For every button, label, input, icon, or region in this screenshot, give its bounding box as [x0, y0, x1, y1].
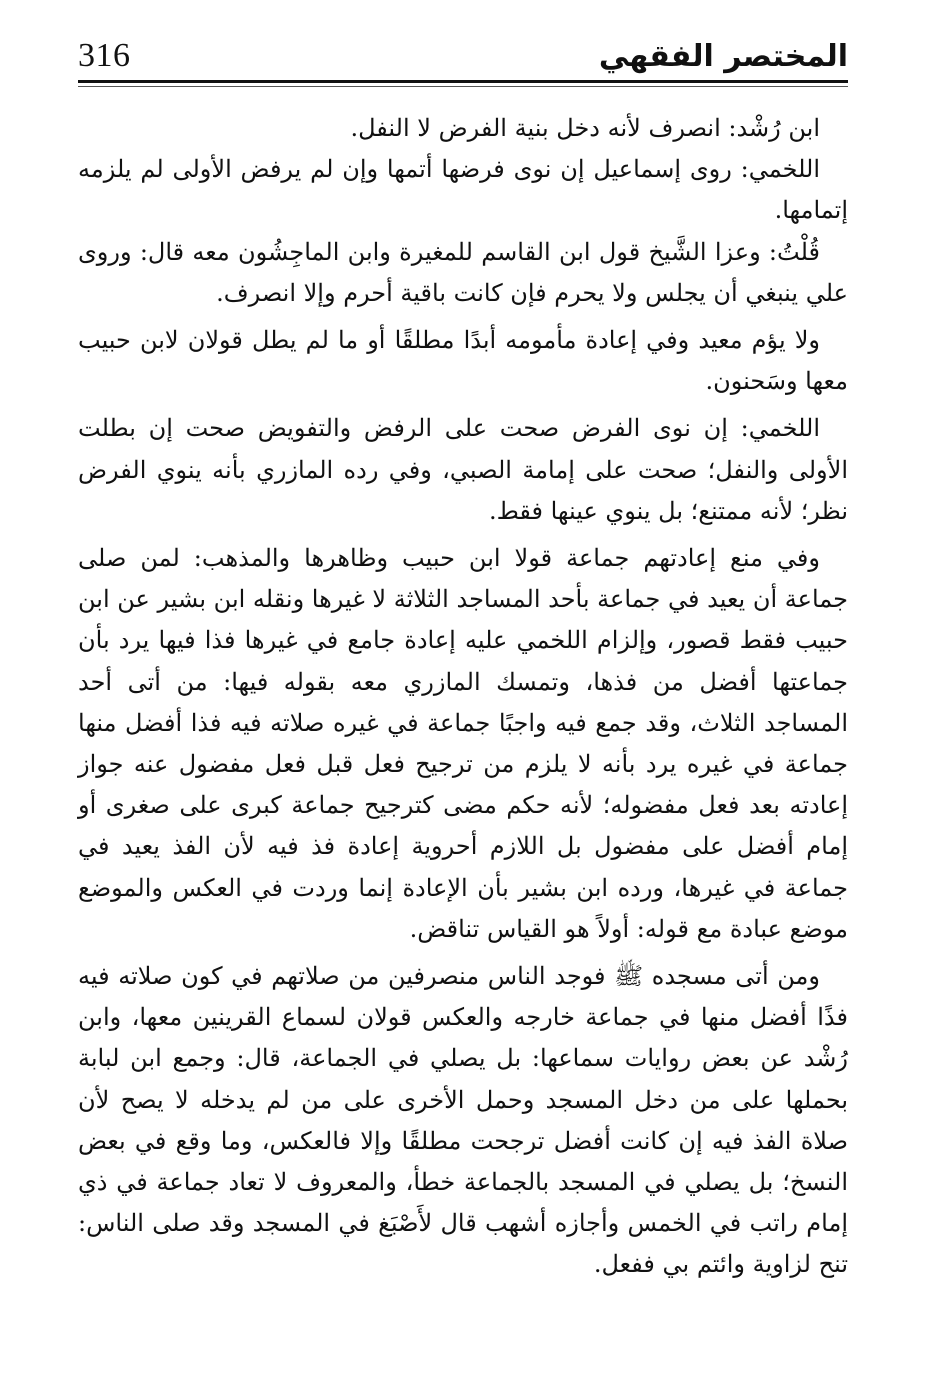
book-title: المختصر الفقهي: [598, 39, 848, 74]
paragraph: ابن رُشْد: انصرف لأنه دخل بنية الفرض لا النفل.: [350, 114, 820, 142]
page-number: 316: [78, 37, 131, 74]
paragraph: ولا يؤم معيد وفي إعادة مأمومه أبدًا مطلقًا أو ما لم يطل قولان لابن حبيب معها وسَحنون.: [78, 326, 848, 396]
header-rule-thin: [78, 86, 848, 87]
paragraph: وفي منع إعادتهم جماعة قولا ابن حبيب وظاهرها والمذهب: لمن صلى جماعة أن يعيد في جماعة بأحد المساجد الثلاثة لا غيرها ونقله ابن بشير عن ابن حبيب فقط قصور، وإلزام اللخمي عليه إعادة جامع في غيرها فذا فيها يرد بأن جماعتها أفضل من فذها، وتمسك المازري معه بقوله فيها: من أتى أحد المساجد الثلاث، وقد جمع فيه واجبًا جماعة في غيره صلاته فيه فذا أفضل منها جماعة في غيره يرد بأنه لا يلزم من ترجيح فعل قبل فعل مفضول عنه جواز إعادته بعد فعل مفضوله؛ لأنه حكم مضى كترجيح جماعة كبرى على صغرى أو إمام أفضل على مفضول بل اللازم أحروية إعادة فذ فيه لأن الفذ يعيد في جماعة في غيرها، ورده ابن بشير بأن الإعادة إنما وردت في العكس والموضع موضع عبادة مع قوله: أولاً هو القياس تناقض.: [78, 544, 848, 943]
paragraph: قُلْتُ: وعزا الشَّيخ قول ابن القاسم للمغيرة وابن الماجِشُون معه قال: وروى علي ينبغي أن يجلس ولا يحرم فإن كانت باقية أحرم وإلا انصرف.: [78, 237, 848, 307]
page-header: [78, 34, 848, 90]
paragraph: ومن أتى مسجده ﷺ فوجد الناس منصرفين من صلاتهم في كون صلاته فيه فذًا أفضل منها في جماعة خارجه والعكس قولان لسماع القرينين معها، وابن رُشْد عن بعض روايات سماعها: بل يصلي في الجماعة، قال: وجمع ابن لبابة بحملها على من دخل المسجد وحمل الأخرى على من لم يدخله لا يصح لأن صلاة الفذ فيه إن كانت أفضل ترجحت مطلقًا وإلا فالعكس، وما وقع في بعض النسخ؛ بل يصلي في المسجد بالجماعة خطأ، والمعروف لا تعاد جماعة في ذي إمام راتب في الخمس وأجازه أشهب قال لأَصْبَغ في المسجد وقد صلى الناس: تنح لزاوية وائتم بي ففعل.: [78, 962, 849, 1279]
header-rule: [78, 80, 848, 83]
paragraph: اللخمي: روى إسماعيل إن نوى فرضها أتمها وإن لم يرفض الأولى لم يلزمه إتمامها.: [78, 155, 848, 225]
body-text: [78, 108, 848, 1286]
paragraph: اللخمي: إن نوى الفرض صحت على الرفض والتفويض صحت إن بطلت الأولى والنفل؛ صحت على إمامة الصبي، وفي رده المازري بأنه ينوي الفرض نظر؛ لأنه ممتنع؛ بل ينوي عينها فقط.: [78, 414, 848, 525]
